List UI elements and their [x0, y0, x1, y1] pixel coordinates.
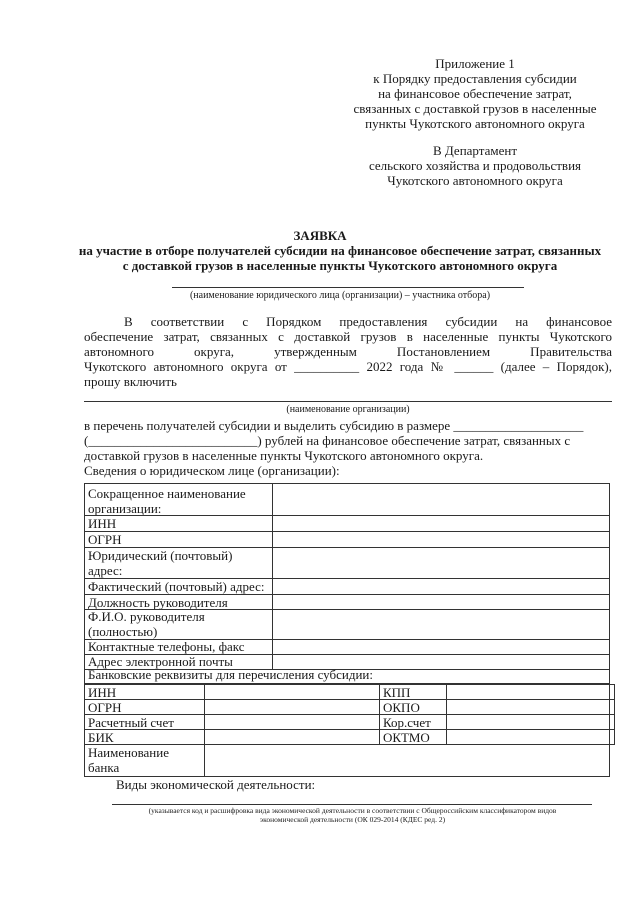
body-line: прошу включить: [84, 374, 177, 389]
organization-caption: (наименование организации): [286, 404, 410, 415]
bank-row-label: БИК: [88, 730, 114, 745]
subtitle-line: на участие в отборе получателей субсидии на финансовое обеспечение затрат, связанных: [78, 243, 602, 258]
row-border: [85, 531, 609, 532]
activity-caption: [100, 806, 605, 824]
table-row: [88, 532, 122, 547]
organization-underline[interactable]: [84, 401, 612, 402]
addressee-line: Чукотского автономного округа: [387, 173, 563, 188]
addressee-line: сельского хозяйства и продовольствия: [368, 158, 582, 173]
bank-table: [84, 684, 610, 777]
appendix-line: на финансовое обеспечение затрат,: [378, 86, 572, 101]
body-line: обеспечение затрат, связанных с доставкой грузов в населенные пункты Чукотского: [84, 329, 612, 344]
activity-underline[interactable]: [112, 804, 592, 805]
appendix-line: к Порядку предоставления субсидии: [373, 71, 577, 86]
bank-row-label: ИНН: [88, 685, 117, 700]
row-label: Должность руководителя: [88, 595, 228, 610]
body-line: автономного округа, утвержденным Постановлением Правительства: [84, 344, 612, 359]
table-row: [88, 609, 248, 639]
table-row: [88, 595, 228, 610]
row-label: Сокращенное наименование организации:: [88, 486, 246, 516]
bank-row-label: КПП: [383, 685, 411, 700]
row-label: ОГРН: [88, 532, 122, 547]
bank-row-label: ОКПО: [383, 700, 420, 715]
appendix-block: [330, 56, 620, 131]
row-border: [85, 699, 615, 700]
row-label: Контактные телефоны, факс: [88, 639, 245, 654]
legal-entity-caption: (наименование юридического лица (организации) – участника отбора): [189, 290, 491, 301]
row-border: [85, 729, 615, 730]
legal-entity-underline[interactable]: [172, 287, 524, 288]
appendix-line: пункты Чукотского автономного округа: [365, 116, 585, 131]
table-row: [88, 516, 116, 531]
body-line: В соответствии с Порядком предоставления субсидии на финансовое: [124, 314, 612, 329]
row-label: Юридический (почтовый) адрес:: [88, 548, 233, 578]
appendix-line: Приложение 1: [435, 56, 515, 71]
table-divider: [272, 484, 273, 669]
bank-row-label: ОГРН: [88, 700, 122, 715]
subsidy-line: доставкой грузов в населенные пункты Чукотского автономного округа.: [84, 448, 484, 463]
row-label: Фактический (почтовый) адрес:: [88, 579, 265, 594]
activity-heading: Виды экономической деятельности:: [116, 777, 316, 792]
bank-heading: Банковские реквизиты для перечисления субсидии:: [88, 667, 373, 682]
subsidy-line: в перечень получателей субсидии и выделить субсидию в размере ____________________: [84, 418, 584, 433]
bank-row-label: Наименование банка: [88, 745, 169, 775]
bank-row-label: Кор.счет: [383, 715, 431, 730]
document-title: ЗАЯВКА: [293, 228, 347, 243]
bank-row-label: Расчетный счет: [88, 715, 174, 730]
subsidy-line: (__________________________) рублей на финансовое обеспечение затрат, связанных с: [84, 433, 571, 448]
row-label: Ф.И.О. руководителя (полностью): [88, 609, 205, 639]
caption-line: экономической деятельности (ОК 029-2014 (КДЕС ред. 2): [259, 815, 446, 824]
row-border: [446, 684, 614, 685]
caption-line: (указывается код и расшифровка вида экономической деятельности в соответствии с Общероссийским классификатором видов: [148, 806, 557, 815]
bank-heading-row: [84, 668, 610, 684]
row-label: ИНН: [88, 516, 117, 531]
addressee-block: [330, 143, 620, 188]
table-divider: [204, 684, 205, 776]
addressee-line: В Департамент: [432, 143, 518, 158]
organization-table: [84, 483, 610, 670]
document-subtitle: [60, 243, 620, 273]
subsidy-text: [84, 418, 624, 478]
subtitle-line: с доставкой грузов в населенные пункты Чукотского автономного округа: [122, 258, 558, 273]
body-line: Чукотского автономного округа от __________ 2022 года № ______ (далее – Порядок),: [84, 359, 612, 374]
appendix-line: связанных с доставкой грузов в населенные: [353, 101, 597, 116]
info-heading: Сведения о юридическом лице (организации):: [84, 463, 340, 478]
table-row: [88, 579, 264, 594]
body-paragraph: [84, 314, 612, 389]
bank-row-label: ОКТМО: [383, 730, 430, 745]
table-row: [88, 639, 245, 654]
row-label: Адрес электронной почты: [88, 654, 233, 669]
table-row: [88, 548, 263, 578]
table-row: [88, 486, 270, 516]
row-border: [85, 515, 609, 516]
